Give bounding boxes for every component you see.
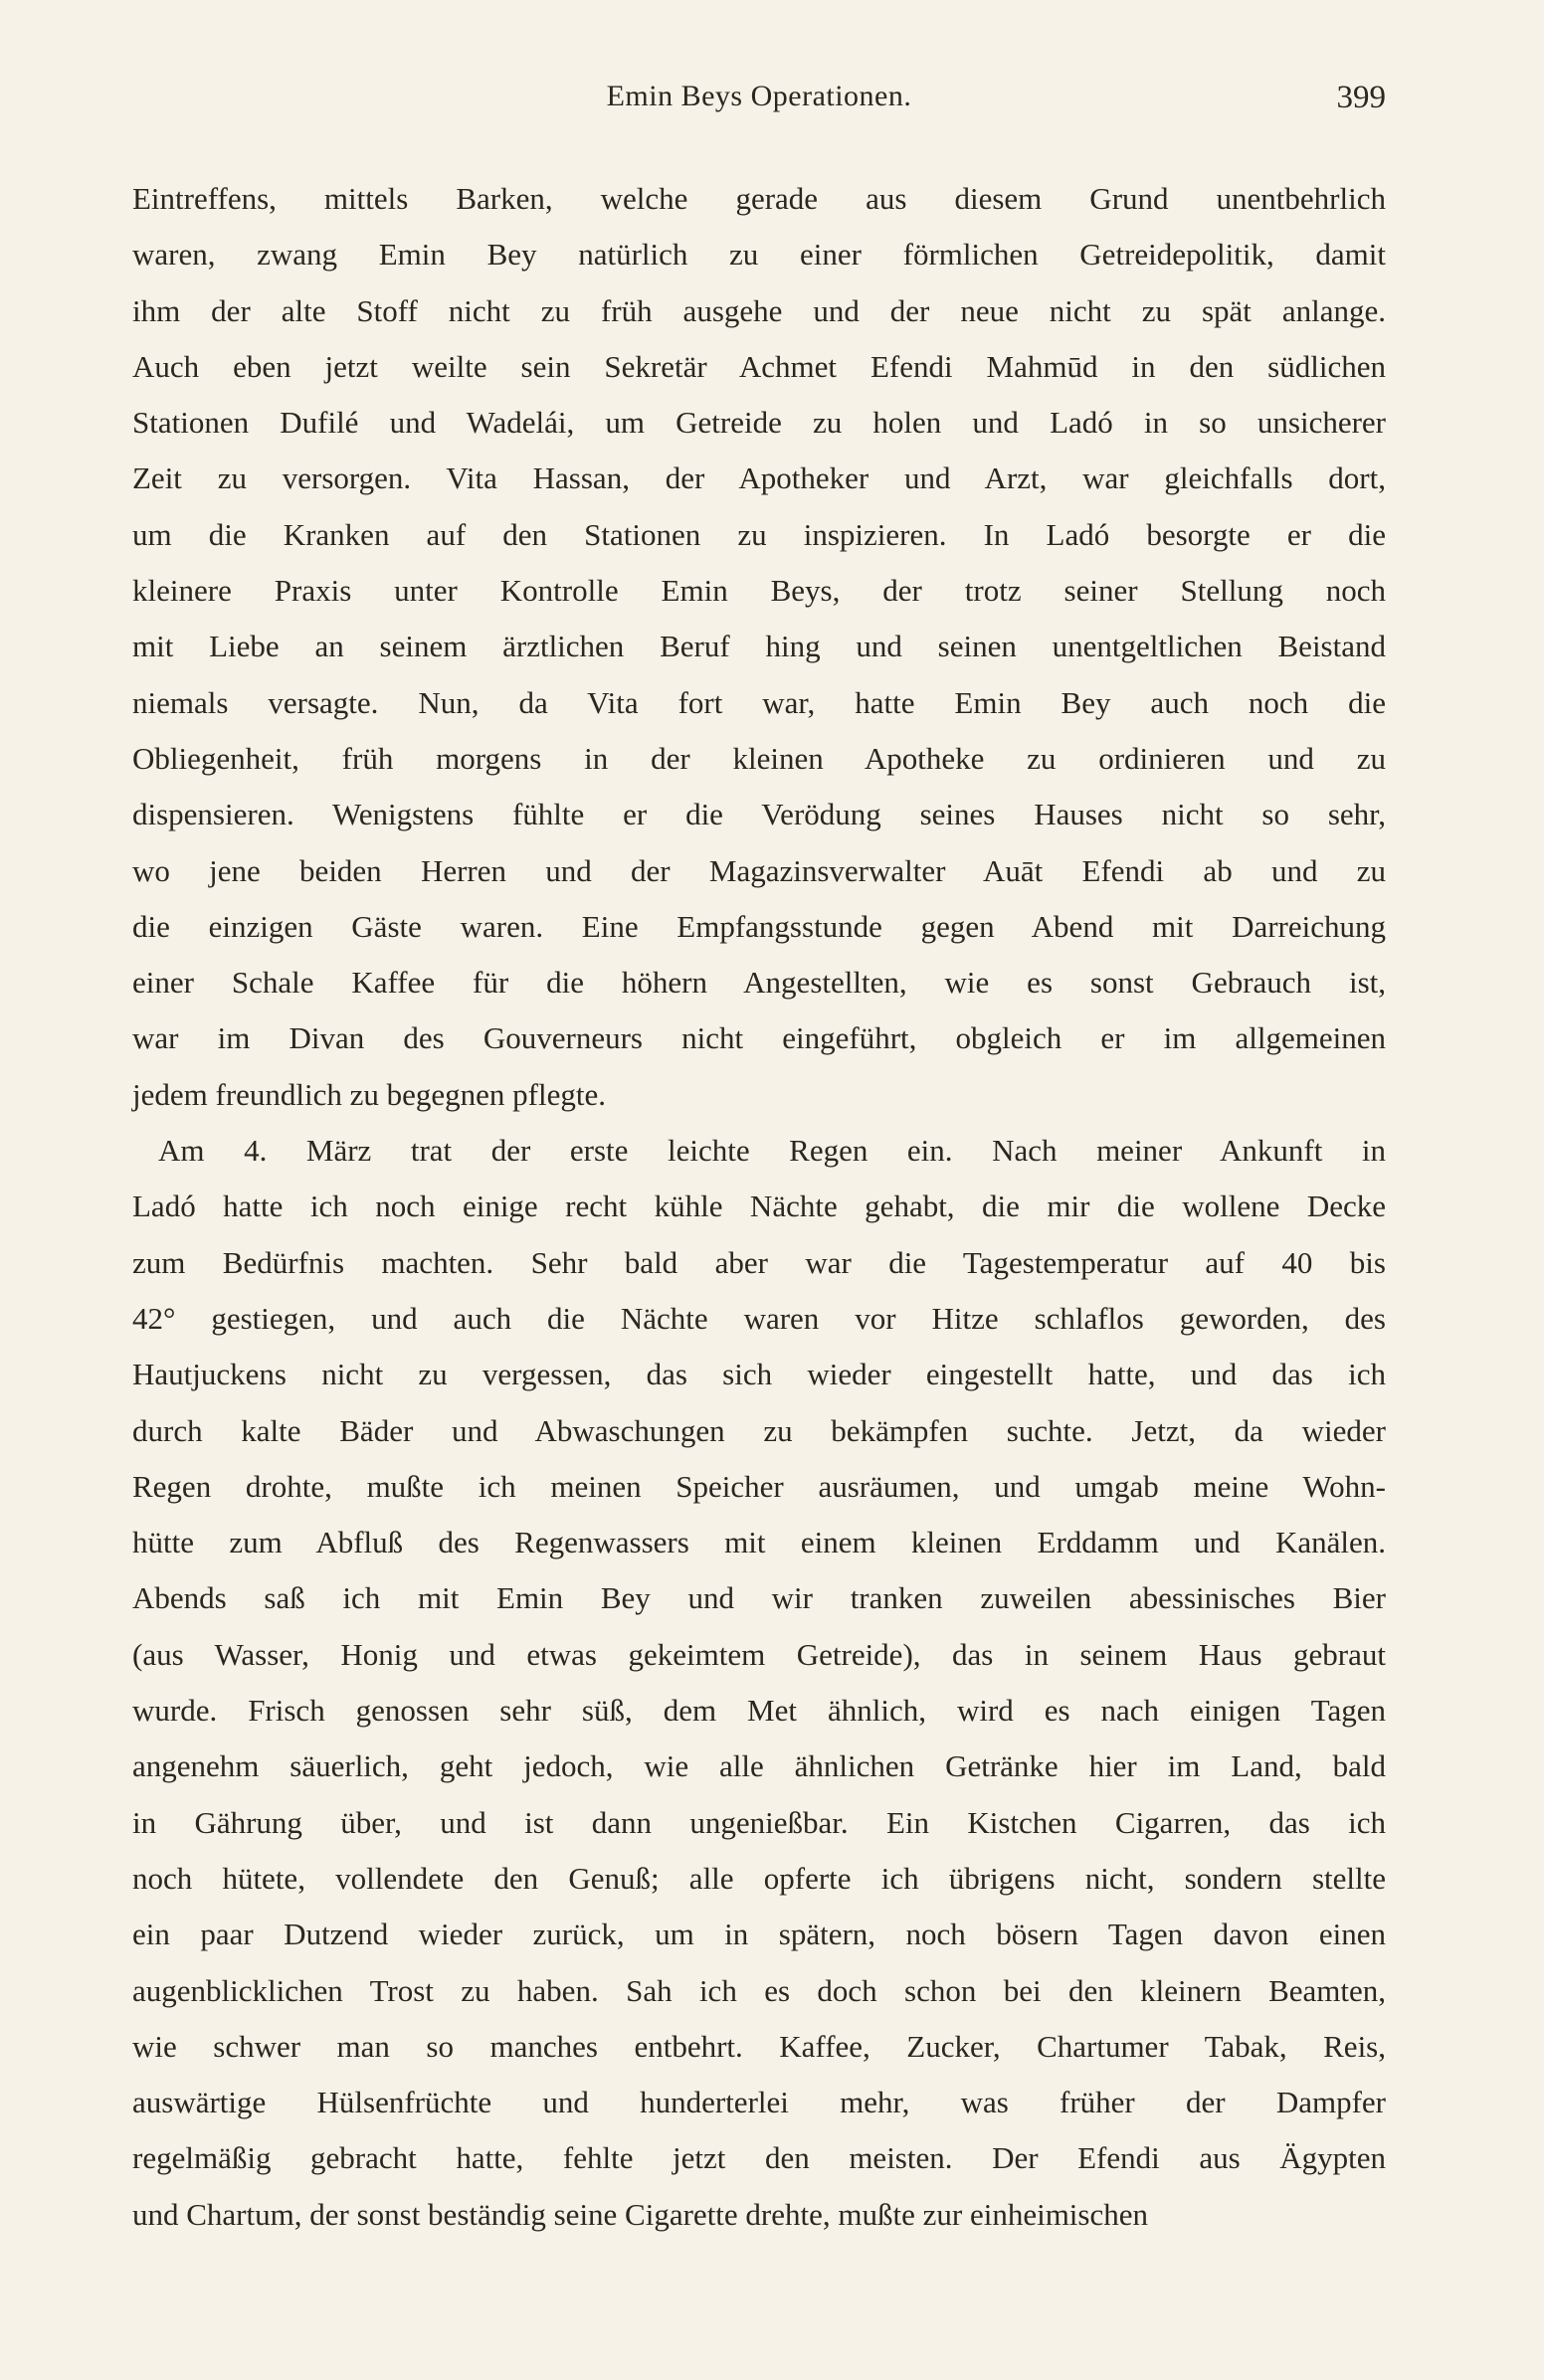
text-line: niemals versagte. Nun, da Vita fort war, hatte Emin Bey auch noch die (132, 684, 1386, 720)
text-line: ihm der alte Stoff nicht zu früh ausgehe und der neue nicht zu spät anlange. (132, 292, 1386, 328)
text-line: auswärtige Hülsenfrüchte und hunderterlei mehr, was früher der Dampfer (132, 2085, 1386, 2120)
text-line: hütte zum Abfluß des Regenwassers mit einem kleinen Erddamm und Kanälen. (132, 1525, 1386, 1560)
text-line: wo jene beiden Herren und der Magazinsverwalter Auāt Efendi ab und zu (132, 852, 1386, 888)
text-line: mit Liebe an seinem ärztlichen Beruf hing und seinen unentgeltlichen Beistand (132, 629, 1386, 664)
text-line: und Chartum, der sonst beständig seine Cigarette drehte, mußte zur einheimischen (132, 2196, 1149, 2232)
text-line: in Gährung über, und ist dann ungenießbar. Ein Kistchen Cigarren, das ich (132, 1804, 1386, 1840)
text-line: kleinere Praxis unter Kontrolle Emin Beys, der trotz seiner Stellung noch (132, 573, 1386, 609)
text-line: noch hütete, vollendete den Genuß; alle opferte ich übrigens nicht, sondern stellte (132, 1860, 1386, 1896)
text-line: durch kalte Bäder und Abwaschungen zu bekämpfen suchte. Jetzt, da wieder (132, 1412, 1386, 1448)
text-line: dispensieren. Wenigstens fühlte er die Verödung seines Hauses nicht so sehr, (132, 797, 1386, 832)
page-number: 399 (1336, 80, 1386, 115)
body-text (132, 171, 1386, 2243)
text-line: regelmäßig gebracht hatte, fehlte jetzt den meisten. Der Efendi aus Ägypten (132, 2140, 1386, 2176)
text-line: Stationen Dufilé und Wadelái, um Getreide zu holen und Ladó in so unsicherer (132, 405, 1386, 441)
text-line: (aus Wasser, Honig und etwas gekeimtem Getreide), das in seinem Haus gebraut (132, 1636, 1386, 1672)
text-line: waren, zwang Emin Bey natürlich zu einer förmlichen Getreidepolitik, damit (132, 237, 1386, 273)
text-line: augenblicklichen Trost zu haben. Sah ich es doch schon bei den kleinern Beamten, (132, 1972, 1386, 2008)
text-line: angenehm säuerlich, geht jedoch, wie alle ähnlichen Getränke hier im Land, bald (132, 1748, 1386, 1784)
text-line: Obliegenheit, früh morgens in der kleinen Apotheke zu ordinieren und zu (132, 740, 1386, 776)
text-line: Am 4. März trat der erste leichte Regen ein. Nach meiner Ankunft in (158, 1133, 1386, 1169)
text-line: Hautjuckens nicht zu vergessen, das sich wieder eingestellt hatte, und das ich (132, 1357, 1386, 1392)
text-line: Auch eben jetzt weilte sein Sekretär Achmet Efendi Mahmūd in den südlichen (132, 348, 1386, 384)
text-line: war im Divan des Gouverneurs nicht eingeführt, obgleich er im allgemeinen (132, 1020, 1386, 1056)
text-line: Regen drohte, mußte ich meinen Speicher ausräumen, und umgab meine Wohn- (132, 1468, 1386, 1504)
text-line: Ladó hatte ich noch einige recht kühle Nächte gehabt, die mir die wollene Decke (132, 1189, 1386, 1224)
page-header (132, 80, 1386, 123)
text-line: jedem freundlich zu begegnen pflegte. (132, 1076, 606, 1112)
text-line: einer Schale Kaffee für die höhern Angestellten, wie es sonst Gebrauch ist, (132, 965, 1386, 1001)
text-line: 42° gestiegen, und auch die Nächte waren vor Hitze schlaflos geworden, des (132, 1300, 1386, 1336)
text-line: um die Kranken auf den Stationen zu inspizieren. In Ladó besorgte er die (132, 516, 1386, 552)
text-line: Abends saß ich mit Emin Bey und wir tranken zuweilen abessinisches Bier (132, 1580, 1386, 1616)
text-line: Zeit zu versorgen. Vita Hassan, der Apotheker und Arzt, war gleichfalls dort, (132, 460, 1386, 496)
text-line: Eintreffens, mittels Barken, welche gerade aus diesem Grund unentbehrlich (132, 181, 1386, 216)
text-line: wie schwer man so manches entbehrt. Kaffee, Zucker, Chartumer Tabak, Reis, (132, 2028, 1386, 2064)
text-line: zum Bedürfnis machten. Sehr bald aber war die Tagestemperatur auf 40 bis (132, 1244, 1386, 1280)
text-line: die einzigen Gäste waren. Eine Empfangsstunde gegen Abend mit Darreichung (132, 908, 1386, 944)
text-line: ein paar Dutzend wieder zurück, um in spätern, noch bösern Tagen davon einen (132, 1917, 1386, 1952)
text-line: wurde. Frisch genossen sehr süß, dem Met ähnlich, wird es nach einigen Tagen (132, 1693, 1386, 1729)
running-title: Emin Beys Operationen. (606, 80, 912, 112)
